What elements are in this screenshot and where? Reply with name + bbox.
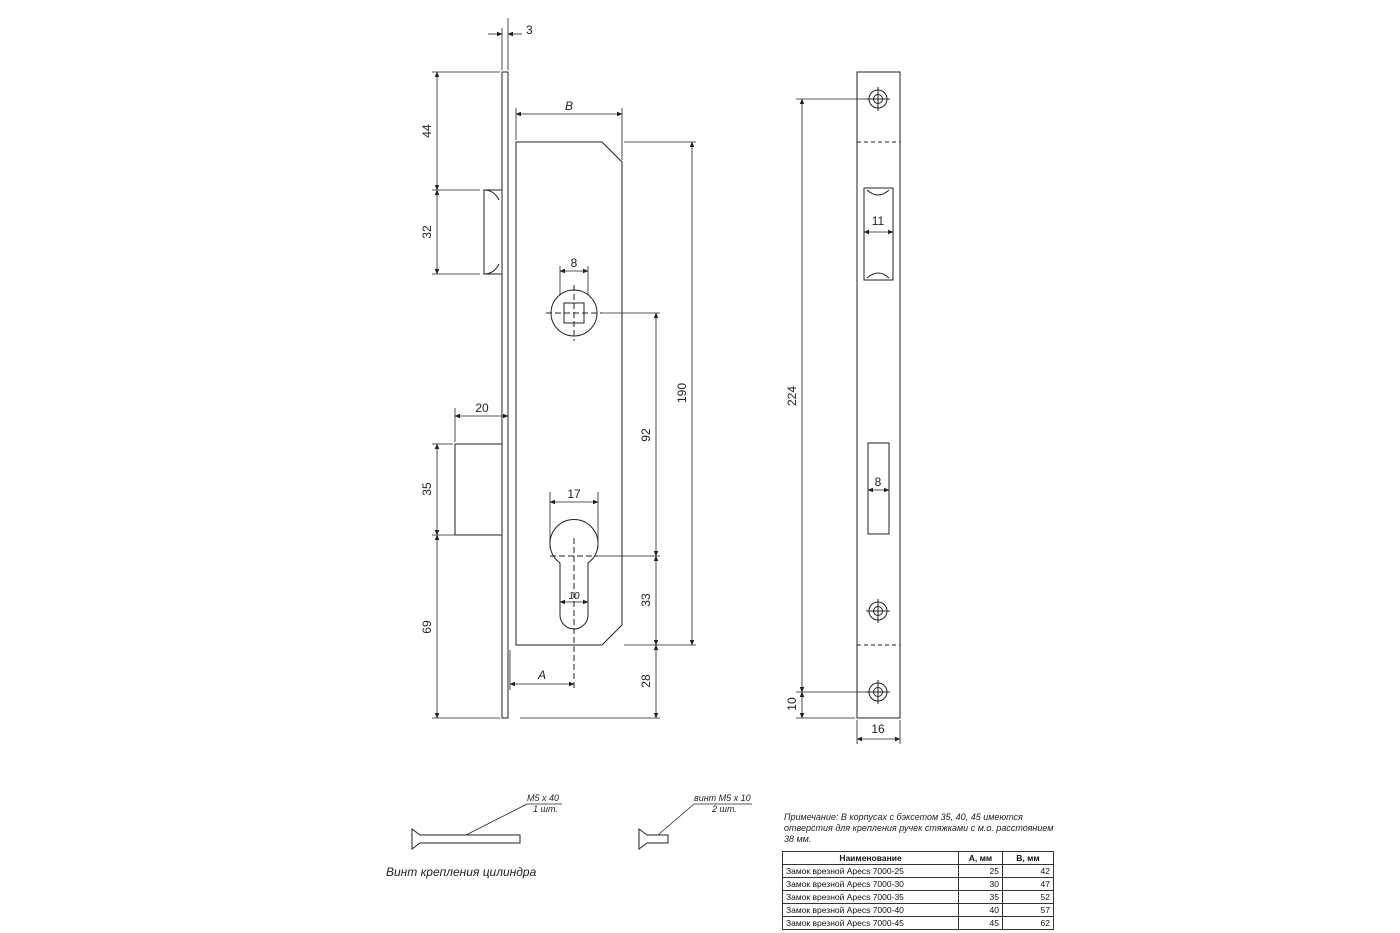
dim-bolt-height: 35 [420,482,434,496]
dim-latch-slot: 11 [871,214,885,228]
cell-name: Замок врезной Apecs 7000-35 [783,891,959,904]
table-row [783,878,1054,891]
dim-faceplate-width: 16 [871,722,885,736]
dim-bottom-margin: 28 [639,674,653,688]
cell-name: Замок врезной Apecs 7000-30 [783,878,959,891]
short-screw-size: винт M5 x 10 [694,793,751,803]
long-screw-size: M5 x 40 [527,793,560,803]
note-text: Примечание: В корпусах с бэксетом 35, 40, 45 имеются отверстия для крепления ручек стяжками с м.о. расстоянием 38 мм. [784,812,1054,844]
cell-b: 42 [1003,865,1054,878]
cell-b: 52 [1003,891,1054,904]
header-a: A, мм [959,852,1003,865]
header-name: Наименование [783,852,959,865]
table-header-row [783,852,1054,865]
dim-cylinder-offset: 33 [639,593,653,607]
dim-spindle: 8 [570,256,578,270]
dim-faceplate-height: 224 [785,385,799,407]
header-b: B, мм [1003,852,1054,865]
latch-bevel [484,190,499,274]
dim-latch-offset: 44 [420,124,434,138]
dim-bolt-to-bottom: 69 [420,620,434,634]
dim-plate-thickness: 3 [526,23,533,37]
cell-b: 47 [1003,878,1054,891]
cell-b: 57 [1003,904,1054,917]
dim-case-height: 190 [675,382,689,404]
cell-a: 25 [959,865,1003,878]
faceplate-side [502,72,508,718]
cell-b: 62 [1003,917,1054,930]
side-view-dimensions [432,18,696,718]
dead-bolt [455,444,502,535]
lock-case [516,142,622,645]
front-view [857,72,900,718]
dim-center-distance: 92 [639,428,653,442]
screw-caption: Винт крепления цилиндра [386,865,537,879]
side-view-labels [420,23,689,688]
dim-bolt-slot: 8 [874,475,882,489]
screw-hole-middle [866,599,890,623]
cell-a: 40 [959,904,1003,917]
table-row [783,865,1054,878]
cell-a: 45 [959,917,1003,930]
front-view-dimensions [796,99,900,744]
side-view [455,72,622,718]
dim-latch-height: 32 [420,225,434,239]
dim-backset-b: B [564,99,574,113]
table-row [783,917,1054,930]
dim-cylinder-width: 17 [567,487,581,501]
dim-bolt-throw: 20 [475,401,489,415]
latch-side [484,190,502,274]
cell-name: Замок врезной Apecs 7000-40 [783,904,959,917]
table-row [783,891,1054,904]
short-screw-qty: 2 шт. [712,804,737,814]
dim-backset-a: A [537,668,547,682]
cell-name: Замок врезной Apecs 7000-45 [783,917,959,930]
dim-cylinder-cam: 10 [568,591,580,602]
latch-slot [864,188,893,280]
table-row [783,904,1054,917]
model-table [782,851,1054,930]
cell-name: Замок врезной Apecs 7000-25 [783,865,959,878]
cell-a: 30 [959,878,1003,891]
dim-screw-offset: 10 [785,697,799,711]
front-view-labels [785,214,885,736]
long-screw-qty: 1 шт. [533,804,558,814]
cell-a: 35 [959,891,1003,904]
